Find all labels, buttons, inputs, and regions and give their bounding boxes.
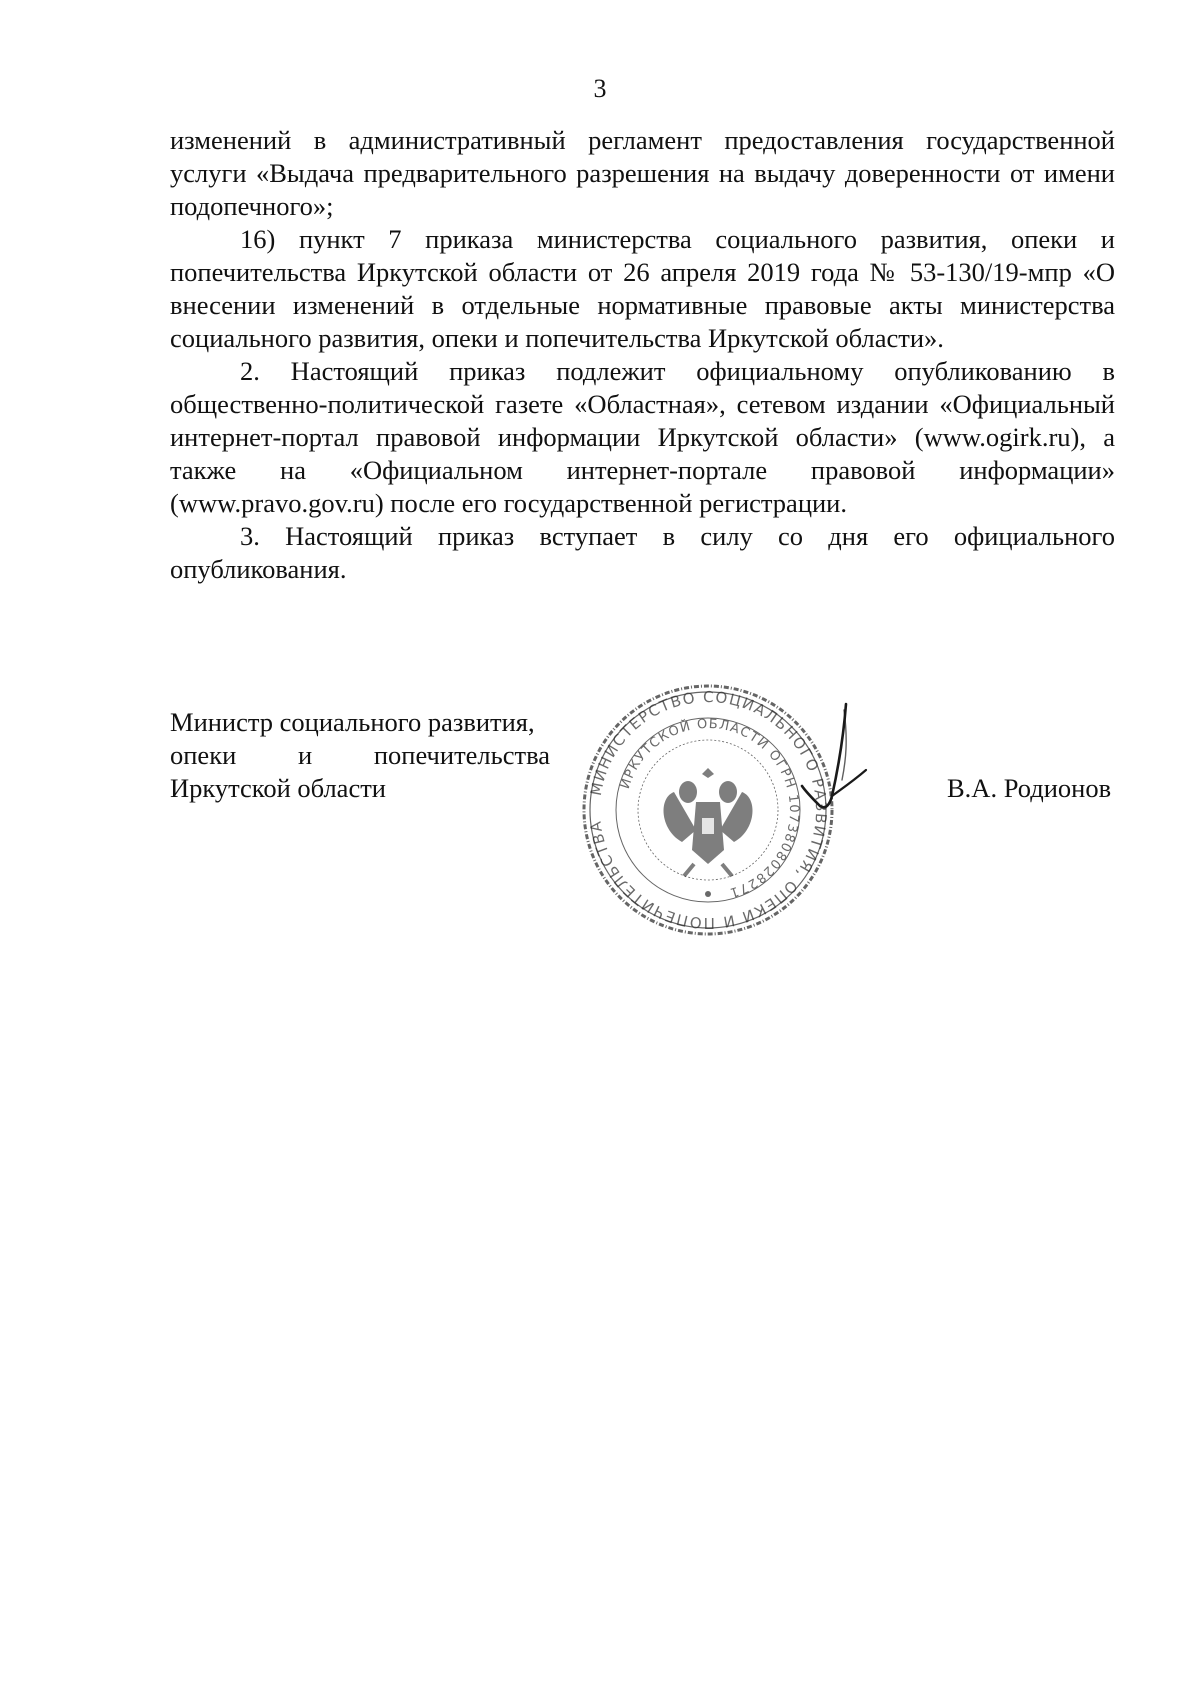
svg-text:МИНИСТЕРСТВО СОЦИАЛЬНОГО РАЗВИ: МИНИСТЕРСТВО СОЦИАЛЬНОГО РАЗВИТИЯ, ОПЕКИ И ПОПЕЧИТЕЛЬСТВА — [586, 687, 831, 933]
signatory-title — [170, 706, 550, 805]
signatory-title-word: и — [297, 740, 313, 770]
paragraph-publication: 2. Настоящий приказ подлежит официальному опубликованию в общественно-политической газете «Областная», сетевом издании «Официальный интернет-портал правовой информации Иркутской области» (www.ogirk.ru), а также на «Официальном интернет-портале правовой информации» (www.pravo.gov.ru) после его государственной регистрации. — [170, 356, 1115, 518]
paragraph-continuation: изменений в административный регламент предоставления государственной услуги «Выдача предварительного разрешения на выдачу доверенности от имени подопечного»; — [170, 125, 1115, 221]
document-body — [170, 124, 1115, 586]
official-seal-icon — [578, 680, 838, 940]
signatory-title-line-3: Иркутской области — [170, 773, 386, 803]
paragraph-item-16: 16) пункт 7 приказа министерства социального развития, опеки и попечительства Иркутской области от 26 апреля 2019 года № 53-130/19-мпр «О внесении изменений в отдельные нормативные правовые акты министерства социального развития, опеки и попечительства Иркутской области». — [170, 224, 1115, 353]
svg-text:ИРКУТСКОЙ ОБЛАСТИ ОГРН 1073808: ИРКУТСКОЙ ОБЛАСТИ ОГРН 1073808028271 — [617, 716, 802, 901]
signatory-title-line-2 — [170, 739, 550, 772]
signatory-title-line-1: Министр социального развития, — [170, 707, 535, 737]
handwritten-signature-icon — [800, 700, 870, 840]
signatory-title-word: опеки — [170, 740, 237, 770]
signer-name: В.А. Родионов — [947, 773, 1112, 803]
page-number: 3 — [593, 74, 607, 103]
paragraph-effective-date: 3. Настоящий приказ вступает в силу со дня его официального опубликования. — [170, 521, 1115, 584]
signatory-title-word: попечительства — [373, 740, 550, 770]
